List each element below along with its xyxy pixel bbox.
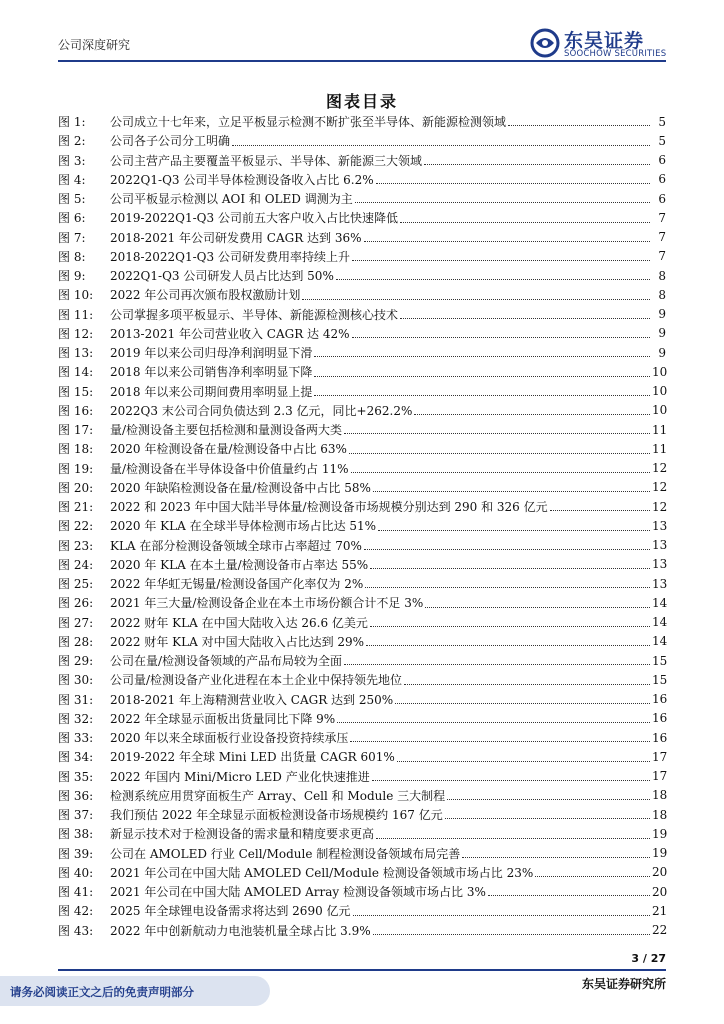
figure-page-number: 17: [652, 749, 668, 764]
figure-number: 图 43:: [58, 923, 94, 938]
figure-number: 图 7:: [58, 230, 86, 245]
figure-number: 图 33:: [58, 731, 94, 746]
toc-entry[interactable]: [58, 112, 666, 131]
toc-entry[interactable]: [58, 555, 666, 574]
toc-entry[interactable]: [58, 401, 666, 420]
figure-page-number: 10: [652, 364, 668, 379]
figure-number: 图 25:: [58, 577, 94, 592]
toc-entry[interactable]: [58, 285, 666, 304]
toc-entry[interactable]: [58, 536, 666, 555]
dot-leader: [364, 240, 650, 242]
toc-entry[interactable]: [58, 189, 666, 208]
dot-leader: [424, 163, 650, 165]
figure-page-number: 15: [652, 672, 668, 687]
figure-caption: 2020 年 KLA 在本土量/检测设备市占率达 55%: [110, 557, 369, 572]
figure-number: 图 27:: [58, 615, 94, 630]
toc-entry[interactable]: [58, 131, 666, 150]
figure-page-number: 22: [652, 923, 668, 938]
dot-leader: [488, 894, 650, 896]
figure-caption: 2019 年以来公司归母净利润明显下滑: [110, 346, 313, 361]
brand-name-en: SOOCHOW SECURITIES: [564, 49, 667, 59]
figure-page-number: 14: [652, 615, 668, 630]
figure-number: 图 15:: [58, 384, 94, 399]
figure-caption: 2022 年公司再次颁布股权激励计划: [110, 288, 301, 303]
figure-caption: 量/检测设备主要包括检测和量测设备两大类: [110, 423, 343, 438]
footer-divider: [58, 969, 666, 971]
toc-entry[interactable]: [58, 901, 666, 920]
figure-caption: 我们预估 2022 年全球显示面板检测设备市场规模约 167 亿元: [110, 808, 443, 823]
dot-leader: [352, 259, 650, 261]
figure-number: 图 1:: [58, 115, 86, 130]
dot-leader: [373, 933, 650, 935]
figure-number: 图 35:: [58, 769, 94, 784]
figure-number: 图 11:: [58, 307, 94, 322]
figure-number: 图 40:: [58, 865, 94, 880]
figure-page-number: 9: [658, 307, 666, 322]
figure-caption: 2019-2022 年全球 Mini LED 出货量 CAGR 601%: [110, 750, 395, 765]
figure-number: 图 42:: [58, 904, 94, 919]
dot-leader: [232, 144, 650, 146]
figure-number: 图 41:: [58, 885, 94, 900]
figure-number: 图 19:: [58, 461, 94, 476]
toc-entry[interactable]: [58, 208, 666, 227]
figure-caption: 2020 年以来全球面板行业设备投资持续承压: [110, 731, 349, 746]
figure-caption: 2020 年缺陷检测设备在量/检测设备中占比 58%: [110, 480, 371, 495]
figure-page-number: 9: [658, 345, 666, 360]
figure-number: 图 38:: [58, 827, 94, 842]
toc-entry[interactable]: [58, 593, 666, 612]
toc-entry[interactable]: [58, 844, 666, 863]
toc-entry[interactable]: [58, 343, 666, 362]
figure-number: 图 2:: [58, 134, 86, 149]
figure-caption: 量/检测设备在半导体设备中价值量约占 11%: [110, 461, 349, 476]
dot-leader: [508, 124, 650, 126]
figure-page-number: 18: [652, 807, 668, 822]
figure-page-number: 13: [652, 538, 668, 553]
toc-entry[interactable]: [58, 247, 666, 266]
figure-number: 图 17:: [58, 423, 94, 438]
figure-page-number: 8: [658, 287, 666, 302]
toc-entry[interactable]: [58, 420, 666, 439]
figure-caption: 2018-2022Q1-Q3 公司研发费用率持续上升: [110, 249, 350, 264]
figure-number: 图 32:: [58, 711, 94, 726]
figure-caption: 2021 年公司在中国大陆 AMOLED Array 检测设备领域市场占比 3%: [110, 885, 486, 900]
figure-page-number: 16: [652, 711, 668, 726]
institute-name: 东吴证券研究所: [581, 977, 666, 991]
toc-entry[interactable]: [58, 516, 666, 535]
figure-number: 图 4:: [58, 172, 86, 187]
dot-leader: [372, 779, 650, 781]
figure-number: 图 30:: [58, 673, 94, 688]
figure-number: 图 16:: [58, 403, 94, 418]
figure-page-number: 16: [652, 730, 668, 745]
figure-number: 图 24:: [58, 557, 94, 572]
dot-leader: [376, 837, 650, 839]
figure-caption: 2022 和 2023 年中国大陆半导体量/检测设备市场规模分别达到 290 和 326 亿元: [110, 500, 548, 515]
dot-leader: [355, 201, 650, 203]
toc-entry[interactable]: [58, 439, 666, 458]
figure-page-number: 11: [652, 422, 668, 437]
figure-caption: 2025 年全球锂电设备需求将达到 2690 亿元: [110, 904, 351, 919]
figure-caption: 2022Q3 末公司合同负债达到 2.3 亿元，同比+262.2%: [110, 403, 413, 418]
figure-page-number: 12: [652, 480, 668, 495]
figure-page-number: 5: [658, 114, 666, 129]
figure-caption: 公司成立十七年来，立足平板显示检测不断扩张至半导体、新能源检测领域: [110, 115, 507, 130]
dot-leader: [550, 509, 650, 511]
dot-leader: [395, 702, 650, 704]
figure-page-number: 6: [658, 172, 666, 187]
figure-number: 图 37:: [58, 808, 94, 823]
figure-caption: KLA 在部分检测设备领域全球市占率超过 70%: [110, 538, 362, 553]
figure-page-number: 5: [658, 133, 666, 148]
toc-entry[interactable]: [58, 151, 666, 170]
figure-number: 图 18:: [58, 442, 94, 457]
figure-caption: 公司掌握多项平板显示、半导体、新能源检测核心技术: [110, 307, 399, 322]
figure-caption: 公司在量/检测设备领域的产品布局较为全面: [110, 654, 343, 669]
figure-caption: 2022 财年 KLA 在中国大陆收入达 26.6 亿美元: [110, 615, 368, 630]
toc-entry[interactable]: [58, 767, 666, 786]
figure-list: [58, 112, 666, 940]
toc-entry[interactable]: [58, 824, 666, 843]
dot-leader: [400, 317, 650, 319]
figure-number: 图 36:: [58, 788, 94, 803]
dot-leader: [373, 490, 650, 492]
dot-leader: [302, 298, 650, 300]
toc-entry[interactable]: [58, 266, 666, 285]
figure-caption: 新显示技术对于检测设备的需求量和精度要求更高: [110, 827, 375, 842]
figure-page-number: 6: [658, 153, 666, 168]
dot-leader: [425, 606, 650, 608]
toc-entry[interactable]: [58, 497, 666, 516]
toc-entry[interactable]: [58, 921, 666, 940]
figure-caption: 2022 年国内 Mini/Micro LED 产业化快速推进: [110, 769, 370, 784]
figure-number: 图 5:: [58, 192, 86, 207]
figure-page-number: 9: [658, 326, 666, 341]
figure-page-number: 19: [652, 826, 668, 841]
figure-page-number: 18: [652, 788, 668, 803]
figure-caption: 2021 年公司在中国大陆 AMOLED Cell/Module 检测设备领域市场占比 23%: [110, 865, 534, 880]
dot-leader: [414, 413, 650, 415]
figure-caption: 2019-2022Q1-Q3 公司前五大客户收入占比快速降低: [110, 211, 398, 226]
figure-caption: 2018 年以来公司销售净利率明显下降: [110, 365, 313, 380]
dot-leader: [462, 856, 650, 858]
figure-caption: 2018-2021 年上海精测营业收入 CAGR 达到 250%: [110, 692, 394, 707]
figure-page-number: 13: [652, 518, 668, 533]
figure-number: 图 23:: [58, 538, 94, 553]
figure-caption: 2022 年全球显示面板出货量同比下降 9%: [110, 711, 336, 726]
brand-name-cn: 东吴证券: [564, 30, 645, 52]
figure-page-number: 7: [658, 210, 666, 225]
dot-leader: [349, 452, 650, 454]
figure-page-number: 14: [652, 595, 668, 610]
figure-number: 图 9:: [58, 269, 86, 284]
toc-entry[interactable]: [58, 882, 666, 901]
toc-entry[interactable]: [58, 651, 666, 670]
figure-number: 图 8:: [58, 249, 86, 264]
dot-leader: [400, 221, 650, 223]
dot-leader: [397, 760, 650, 762]
figure-number: 图 22:: [58, 519, 94, 534]
figure-number: 图 39:: [58, 846, 94, 861]
toc-entry[interactable]: [58, 459, 666, 478]
dot-leader: [365, 586, 650, 588]
toc-entry[interactable]: [58, 786, 666, 805]
figure-page-number: 12: [652, 499, 668, 514]
dot-leader: [445, 817, 650, 819]
figure-number: 图 13:: [58, 346, 94, 361]
figure-number: 图 6:: [58, 211, 86, 226]
page-number: 3 / 27: [631, 952, 666, 965]
figure-caption: 2013-2021 年公司营业收入 CAGR 达 42%: [110, 326, 350, 341]
toc-entry[interactable]: [58, 805, 666, 824]
figure-number: 图 12:: [58, 326, 94, 341]
toc-entry[interactable]: [58, 478, 666, 497]
toc-entry[interactable]: [58, 613, 666, 632]
figure-caption: 公司平板显示检测以 AOI 和 OLED 调测为主: [110, 192, 353, 207]
figure-page-number: 19: [652, 846, 668, 861]
figure-caption: 2022Q1-Q3 公司半导体检测设备收入占比 6.2%: [110, 172, 374, 187]
figure-caption: 公司量/检测设备产业化进程在本土企业中保持领先地位: [110, 673, 403, 688]
disclaimer-text: 请务必阅读正文之后的免责声明部分: [10, 985, 194, 999]
disclaimer-banner: [0, 976, 270, 1006]
dot-leader: [351, 471, 650, 473]
toc-entry[interactable]: [58, 382, 666, 401]
report-type-label: 公司深度研究: [58, 38, 131, 52]
toc-entry[interactable]: [58, 709, 666, 728]
figure-caption: 2022Q1-Q3 公司研发人员占比达到 50%: [110, 269, 334, 284]
figure-number: 图 3:: [58, 153, 86, 168]
dot-leader: [404, 683, 650, 685]
figure-number: 图 34:: [58, 750, 94, 765]
toc-entry[interactable]: [58, 574, 666, 593]
dot-leader: [535, 875, 650, 877]
figure-page-number: 20: [652, 884, 668, 899]
toc-entry[interactable]: [58, 362, 666, 381]
toc-entry[interactable]: [58, 170, 666, 189]
figure-caption: 公司在 AMOLED 行业 Cell/Module 制程检测设备领域布局完善: [110, 846, 461, 861]
page-title: 图表目录: [325, 92, 398, 111]
figure-page-number: 10: [652, 403, 668, 418]
figure-page-number: 13: [652, 576, 668, 591]
dot-leader: [350, 740, 650, 742]
dot-leader: [376, 182, 650, 184]
figure-caption: 2022 年华虹无锡量/检测设备国产化率仅为 2%: [110, 577, 364, 592]
dot-leader: [370, 625, 650, 627]
figure-caption: 2020 年 KLA 在全球半导体检测市场占比达 51%: [110, 519, 377, 534]
figure-caption: 2022 年中创新航动力电池装机量全球占比 3.9%: [110, 923, 371, 938]
figure-number: 图 31:: [58, 692, 94, 707]
toc-entry[interactable]: [58, 324, 666, 343]
dot-leader: [353, 914, 650, 916]
toc-entry[interactable]: [58, 728, 666, 747]
figure-number: 图 14:: [58, 365, 94, 380]
figure-caption: 公司主营产品主要覆盖平板显示、半导体、新能源三大领域: [110, 153, 423, 168]
figure-page-number: 8: [658, 268, 666, 283]
dot-leader: [447, 798, 650, 800]
toc-entry[interactable]: [58, 632, 666, 651]
toc-entry[interactable]: [58, 690, 666, 709]
figure-page-number: 13: [652, 557, 668, 572]
figure-number: 图 28:: [58, 634, 94, 649]
figure-caption: 2020 年检测设备在量/检测设备中占比 63%: [110, 442, 347, 457]
figure-page-number: 17: [652, 769, 668, 784]
figure-page-number: 10: [652, 384, 668, 399]
figure-caption: 2021 年三大量/检测设备企业在本土市场份额合计不足 3%: [110, 596, 424, 611]
figure-page-number: 16: [652, 692, 668, 707]
figure-page-number: 21: [652, 903, 668, 918]
figure-page-number: 11: [652, 441, 668, 456]
figure-number: 图 29:: [58, 654, 94, 669]
toc-entry[interactable]: [58, 863, 666, 882]
figure-number: 图 26:: [58, 596, 94, 611]
brand-logo: [530, 26, 680, 60]
figure-page-number: 15: [652, 653, 668, 668]
brand-emblem-icon: [530, 28, 560, 58]
dot-leader: [344, 432, 650, 434]
toc-entry[interactable]: [58, 228, 666, 247]
figure-caption: 检测系统应用贯穿面板生产 Array、Cell 和 Module 三大制程: [110, 788, 446, 803]
figure-page-number: 7: [658, 249, 666, 264]
dot-leader: [337, 721, 650, 723]
toc-entry[interactable]: [58, 670, 666, 689]
figure-caption: 2018 年以来公司期间费用率明显上提: [110, 384, 313, 399]
figure-caption: 2018-2021 年公司研发费用 CAGR 达到 36%: [110, 230, 362, 245]
figure-caption: 2022 财年 KLA 对中国大陆收入占比达到 29%: [110, 634, 365, 649]
toc-entry[interactable]: [58, 305, 666, 324]
header-divider: [58, 60, 666, 62]
dot-leader: [336, 278, 650, 280]
figure-number: 图 20:: [58, 480, 94, 495]
figure-page-number: 14: [652, 634, 668, 649]
dot-leader: [364, 548, 650, 550]
toc-entry[interactable]: [58, 747, 666, 766]
dot-leader: [344, 663, 650, 665]
dot-leader: [370, 567, 650, 569]
figure-page-number: 6: [658, 191, 666, 206]
dot-leader: [378, 529, 650, 531]
figure-page-number: 7: [658, 230, 666, 245]
figure-number: 图 10:: [58, 288, 94, 303]
dot-leader: [366, 644, 650, 646]
dot-leader: [352, 336, 650, 338]
figure-page-number: 20: [652, 865, 668, 880]
dot-leader: [314, 375, 650, 377]
figure-number: 图 21:: [58, 500, 94, 515]
figure-caption: 公司各子公司分工明确: [110, 134, 231, 149]
dot-leader: [314, 355, 650, 357]
dot-leader: [314, 394, 650, 396]
figure-page-number: 12: [652, 461, 668, 476]
